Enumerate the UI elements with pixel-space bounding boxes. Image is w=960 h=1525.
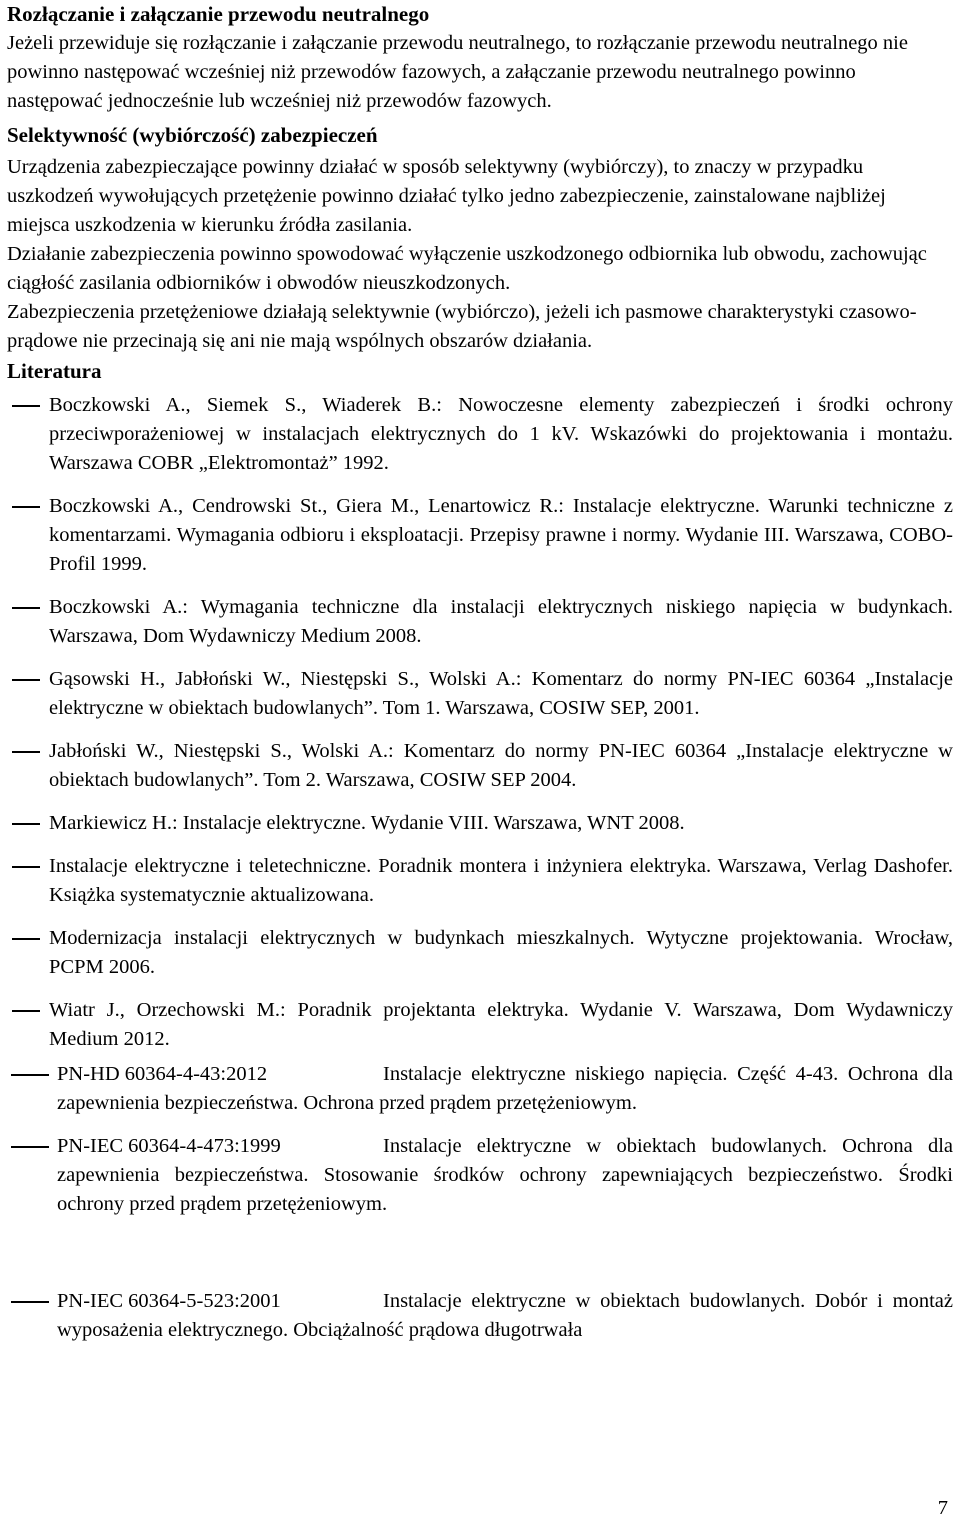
literature-item [7, 665, 953, 723]
literature-item [7, 593, 953, 651]
dash-bullet [12, 405, 40, 407]
dash-bullet [12, 823, 40, 825]
literature-item [7, 996, 953, 1054]
standard-code: PN-IEC 60364-5-523:2001 [57, 1290, 281, 1312]
dash-bullet [12, 866, 40, 868]
literature-item [7, 737, 953, 795]
paragraph-selectivity-2: Działanie zabezpieczenia powinno spowodować wyłączenie uszkodzonego odbiornika lub obwodu, zachowując ciągłość zasilania odbiorników i obwodów nieuszkodzonych. [7, 243, 927, 294]
dash-bullet [12, 506, 40, 508]
page-number: 7 [937, 1497, 948, 1519]
literature-item-text: Markiewicz H.: Instalacje elektryczne. Wydanie VIII. Warszawa, WNT 2008. [49, 812, 685, 834]
dash-bullet [12, 751, 40, 753]
standard-title: Instalacje elektryczne w obiektach budowlanych. Dobór i montaż wyposażenia elektrycznego. Obciążalność prądowa długotrwała [57, 1290, 953, 1341]
literature-list [7, 391, 953, 1345]
dash-bullet [12, 679, 40, 681]
literature-item-text: Boczkowski A., Siemek S., Wiaderek B.: Nowoczesne elementy zabezpieczeń i środki ochrony przeciwporażeniowej w instalacjach elektrycznych do 1 kV. Wskazówki do projektowania i montażu. Warszawa COBR „Elektromontaż” 1992. [49, 394, 953, 474]
paragraph-selectivity-1: Urządzenia zabezpieczające powinny działać w sposób selektywny (wybiórczy), to znaczy w przypadku uszkodzeń wywołujących przetężenie powinno działać tylko jedno zabezpieczenie, zainstalowane najbliżej miejsca uszkodzenia w kierunku źródła zasilania. [7, 156, 886, 236]
standard-item [7, 1060, 953, 1118]
literature-item [7, 809, 953, 838]
paragraph-neutral-conductor: Jeżeli przewiduje się rozłączanie i załączanie przewodu neutralnego, to rozłączanie przewodu neutralnego nie powinno następować wcześniej niż przewodów fazowych, a załączanie przewodu neutralnego powinno następować jednocześnie lub wcześniej niż przewodów fazowych. [7, 32, 908, 112]
literature-item [7, 492, 953, 579]
literature-item-text: Wiatr J., Orzechowski M.: Poradnik projektanta elektryka. Wydanie V. Warszawa, Dom Wydawniczy Medium 2012. [49, 999, 953, 1050]
dash-bullet [12, 938, 40, 940]
literature-item-text: Instalacje elektryczne i teletechniczne. Poradnik montera i inżyniera elektryka. Warszawa, Verlag Dashofer. Książka systematycznie aktualizowana. [49, 855, 953, 906]
standard-item-text [7, 1287, 953, 1345]
section-heading-literature: Literatura [7, 359, 102, 383]
standard-item-text [7, 1060, 953, 1118]
standard-title: Instalacje elektryczne niskiego napięcia. Część 4-43. Ochrona dla zapewnienia bezpieczeństwa. Ochrona przed prądem przetężeniowym. [57, 1063, 953, 1114]
document-page [7, 0, 953, 1345]
literature-item-text: Boczkowski A.: Wymagania techniczne dla instalacji elektrycznych niskiego napięcia w budynkach. Warszawa, Dom Wydawniczy Medium 2008. [49, 596, 953, 647]
literature-item-text: Gąsowski H., Jabłoński W., Niestępski S., Wolski A.: Komentarz do normy PN-IEC 60364 „Instalacje elektryczne w obiektach budowlanych”. Tom 1. Warszawa, COSIW SEP, 2001. [49, 668, 953, 719]
standard-item [7, 1287, 953, 1345]
standard-item-text [7, 1132, 953, 1219]
standard-code: PN-HD 60364-4-43:2012 [57, 1063, 268, 1085]
dash-bullet [11, 1074, 49, 1076]
literature-item [7, 391, 953, 478]
standard-item [7, 1132, 953, 1219]
section-heading-neutral-conductor: Rozłączanie i załączanie przewodu neutralnego [7, 2, 430, 26]
dash-bullet [11, 1146, 49, 1148]
dash-bullet [11, 1301, 49, 1303]
literature-item-text: Jabłoński W., Niestępski S., Wolski A.: Komentarz do normy PN-IEC 60364 „Instalacje elektryczne w obiektach budowlanych”. Tom 2. Warszawa, COSIW SEP 2004. [49, 740, 953, 791]
literature-item-text: Modernizacja instalacji elektrycznych w budynkach mieszkalnych. Wytyczne projektowania. Wrocław, PCPM 2006. [49, 927, 953, 978]
standard-code: PN-IEC 60364-4-473:1999 [57, 1135, 281, 1157]
section-heading-selectivity: Selektywność (wybiórczość) zabezpieczeń [7, 123, 378, 147]
paragraph-selectivity-3: Zabezpieczenia przetężeniowe działają selektywnie (wybiórczo), jeżeli ich pasmowe charakterystyki czasowo-prądowe nie przecinają się ani nie mają wspólnych obszarów działania. [7, 301, 917, 352]
standard-title: Instalacje elektryczne w obiektach budowlanych. Ochrona dla zapewnienia bezpieczeństwa. Stosowanie środków ochrony zapewniających bezpieczeństwo. Środki ochrony przed prądem przetężeniowym. [57, 1135, 953, 1215]
dash-bullet [12, 1010, 40, 1012]
literature-item-text: Boczkowski A., Cendrowski St., Giera M., Lenartowicz R.: Instalacje elektryczne. Warunki techniczne z komentarzami. Wymagania odbioru i eksploatacji. Przepisy prawne i normy. Wydanie III. Warszawa, COBO-Profil 1999. [49, 495, 953, 575]
literature-item [7, 924, 953, 982]
literature-item [7, 852, 953, 910]
dash-bullet [12, 607, 40, 609]
